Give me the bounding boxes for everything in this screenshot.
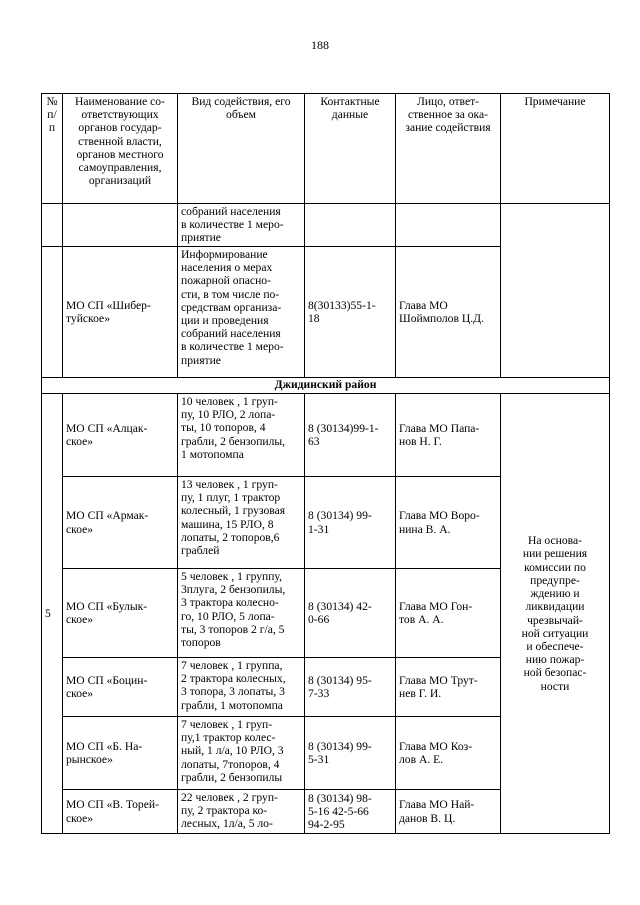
cell-type: 7 человек , 1 группа, 2 трактора колесных, 3 топора, 3 лопаты, 3 грабли, 1 мотопомпа	[178, 658, 305, 717]
cell-person: Глава МО Най- данов В. Ц.	[396, 790, 501, 834]
cell-name: МО СП «Булык- ское»	[63, 569, 178, 658]
cell-note	[501, 204, 610, 378]
cell-type: 5 человек , 1 группу, 3плуга, 2 бензопилы, 3 трактора колесно- го, 10 РЛО, 5 лопа- ты, 3 топоров 2 г/а, 5 топоров	[178, 569, 305, 658]
cell-contacts: 8 (30134) 99- 1-31	[305, 477, 396, 569]
cell-contacts: 8 (30134) 99- 5-31	[305, 717, 396, 790]
cell-type: 7 человек , 1 груп- пу,1 трактор колес- ный, 1 л/а, 10 РЛО, 3 лопаты, 7топоров, 4 грабли, 2 бензопилы	[178, 717, 305, 790]
cell-name: МО СП «Алцак- ское»	[63, 394, 178, 477]
cell-person: Глава МО Шоймполов Ц.Д.	[396, 247, 501, 378]
cell-name: МО СП «Б. На- рынское»	[63, 717, 178, 790]
header-num: № п/ п	[42, 94, 63, 204]
cell-name: МО СП «Боцин- ское»	[63, 658, 178, 717]
cell-name: МО СП «Армак- ское»	[63, 477, 178, 569]
cell-num	[42, 247, 63, 378]
district-row	[42, 378, 610, 394]
cell-contacts: 8 (30134) 95- 7-33	[305, 658, 396, 717]
cell-person: Глава МО Гон- тов А. А.	[396, 569, 501, 658]
cell-type: собраний населения в количестве 1 меро- приятие	[178, 204, 305, 247]
cell-person: Глава МО Трут- нев Г. И.	[396, 658, 501, 717]
cell-name: МО СП «Шибер- туйское»	[63, 247, 178, 378]
table-header-row	[42, 94, 610, 204]
header-person: Лицо, ответ- ственное за ока- зание содействия	[396, 94, 501, 204]
table-row	[42, 394, 610, 477]
cell-person: Глава МО Коз- лов А. Е.	[396, 717, 501, 790]
header-note: Примечание	[501, 94, 610, 204]
cell-contacts	[305, 204, 396, 247]
cell-type: 10 человек , 1 груп- пу, 10 РЛО, 2 лопа- ты, 10 топоров, 4 грабли, 2 бензопилы, 1 мотопомпа	[178, 394, 305, 477]
fire-support-table	[41, 93, 610, 834]
group-num: 5	[42, 394, 63, 834]
cell-type: 13 человек , 1 груп- пу, 1 плуг, 1 трактор колесный, 1 грузовая машина, 15 РЛО, 8 лопаты, 2 топоров,6 граблей	[178, 477, 305, 569]
cell-person: Глава МО Папа- нов Н. Г.	[396, 394, 501, 477]
cell-name	[63, 204, 178, 247]
cell-type: 22 человек , 2 груп- пу, 2 трактора ко- лесных, 1л/а, 5 ло-	[178, 790, 305, 834]
cell-name: МО СП «В. Торей- ское»	[63, 790, 178, 834]
table-row	[42, 204, 610, 247]
page-number: 188	[311, 38, 329, 52]
cell-person: Глава МО Воро- нина В. А.	[396, 477, 501, 569]
group-note: На основа- нии решения комиссии по предупре- ждению и ликвидации чрезвычай- ной ситуации и обеспече- нию пожар- ной безопас- ности	[501, 394, 610, 834]
cell-contacts: 8 (30134) 42- 0-66	[305, 569, 396, 658]
cell-num	[42, 204, 63, 247]
header-name: Наименование со- ответствующих органов государ- ственной власти, органов местного самоуправления, организаций	[63, 94, 178, 204]
cell-contacts: 8(30133)55-1- 18	[305, 247, 396, 378]
cell-contacts: 8 (30134)99-1- 63	[305, 394, 396, 477]
cell-type: Информирование населения о мерах пожарной опасно- сти, в том числе по- средствам организа- ции и проведения собраний населения в количестве 1 меро- приятие	[178, 247, 305, 378]
cell-contacts: 8 (30134) 98- 5-16 42-5-66 94-2-95	[305, 790, 396, 834]
header-type: Вид содействия, его объем	[178, 94, 305, 204]
header-contacts: Контактные данные	[305, 94, 396, 204]
cell-person	[396, 204, 501, 247]
district-title: Джидинский район	[42, 378, 610, 394]
